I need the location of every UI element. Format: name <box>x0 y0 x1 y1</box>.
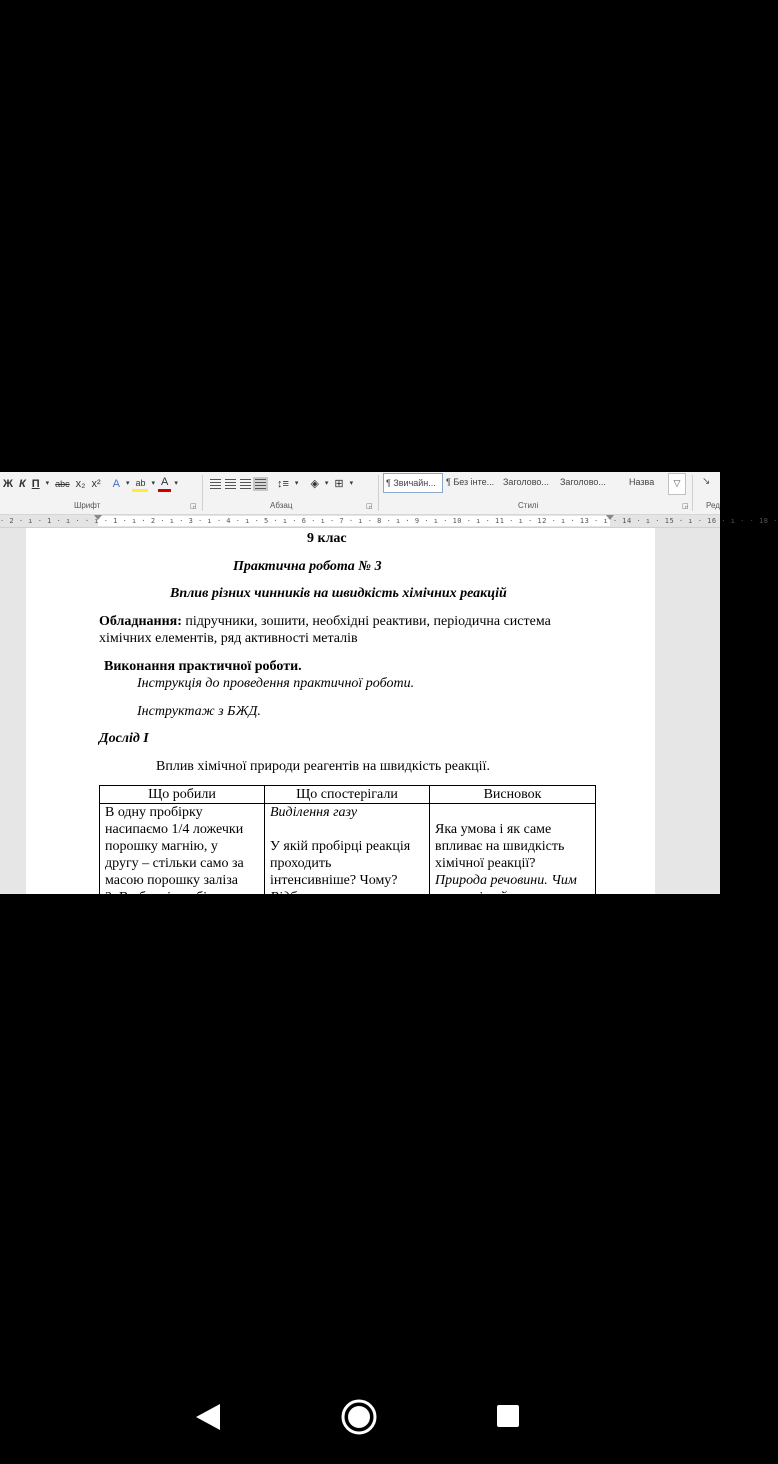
divider <box>202 475 203 511</box>
chevron-down-icon[interactable]: ▾ <box>45 480 50 487</box>
bold-button[interactable]: Ж <box>3 478 13 490</box>
cell-line: В одну пробірку <box>105 805 203 820</box>
justify-icon[interactable] <box>255 479 266 489</box>
edit-group-label: Ред <box>706 501 720 510</box>
cell-observed <box>265 804 430 925</box>
font-group <box>0 474 181 494</box>
superscript-button[interactable]: x² <box>91 478 101 490</box>
font-color-button[interactable]: A <box>158 476 171 492</box>
cell-line: У якій пробірці реакція <box>270 839 411 854</box>
cell-line: порошку магнію, у <box>105 839 218 854</box>
document-subtitle: Вплив різних чинників на швидкість хімічних реакцій <box>170 586 507 601</box>
underline-button[interactable]: П <box>31 478 40 490</box>
experiment-heading: Дослід I <box>99 731 149 746</box>
cell-line: Виділення газу <box>270 805 358 820</box>
cell-line: 2. В обидві пробірки <box>105 890 229 905</box>
font-group-label: Шрифт <box>74 501 101 510</box>
line-spacing-icon[interactable]: ↕≡ <box>277 478 289 490</box>
blank-line <box>270 821 424 838</box>
paragraph-group <box>208 474 356 494</box>
document-page[interactable] <box>26 528 655 905</box>
chevron-down-icon[interactable]: ▾ <box>349 480 354 487</box>
home-icon[interactable] <box>340 1398 378 1436</box>
align-right-icon[interactable] <box>240 479 251 489</box>
cell-line: хімічної реакції? <box>435 856 536 871</box>
indent-marker[interactable] <box>94 515 102 520</box>
ruler-labels: · 2 · ı · 1 · ı · · ı · 1 · ı · 2 · ı · 3 · ı · 4 · ı · 5 · ı · 6 · ı · 7 · ı · 8 · ı · 9 · ı · 10 · ı · 11 · ı · 12 · ı · 13 · ı · 14 · ı · 15 · ı · 16 · ı · · 18 · <box>0 517 778 525</box>
cell-line: Відбувається... <box>270 890 362 905</box>
find-icon[interactable]: ↘ <box>702 476 711 487</box>
equipment-line-2: хімічних елементів, ряд активності металів <box>99 631 358 646</box>
subscript-button[interactable]: x₂ <box>75 478 86 490</box>
safety-line: Інструктаж з БЖД. <box>137 704 261 719</box>
styles-more-icon[interactable]: ▽ <box>668 473 686 495</box>
dialog-launcher-icon[interactable]: ◲ <box>190 503 197 510</box>
chevron-down-icon[interactable]: ▾ <box>151 480 155 487</box>
right-indent-marker[interactable] <box>606 515 614 520</box>
cell-line: активніший метал... <box>435 890 560 905</box>
text-effects-button[interactable]: A <box>112 478 120 490</box>
recents-icon[interactable] <box>495 1403 521 1429</box>
dialog-launcher-icon[interactable]: ◲ <box>682 503 689 510</box>
styles-group-label: Стилі <box>518 501 539 510</box>
cell-conclusion <box>430 804 596 925</box>
experiment-topic: Вплив хімічної природи реагентів на швидкість реакції. <box>156 759 490 774</box>
chevron-down-icon[interactable]: ▾ <box>174 480 178 487</box>
align-center-icon[interactable] <box>225 479 236 489</box>
style-normal[interactable]: ¶ Звичайн... <box>383 473 443 493</box>
paragraph-group-label: Абзац <box>270 501 293 510</box>
grade-line: 9 клас <box>307 531 347 546</box>
shading-icon[interactable]: ◈ <box>310 478 319 490</box>
style-title[interactable]: Назва <box>629 477 655 487</box>
word-window <box>0 472 778 905</box>
back-icon[interactable] <box>192 1400 224 1434</box>
equipment-label: Обладнання: <box>99 614 182 629</box>
navigation-bar <box>0 1370 720 1464</box>
italic-button[interactable]: К <box>18 478 26 490</box>
chevron-down-icon[interactable]: ▾ <box>125 480 130 487</box>
header-conclusion: Висновок <box>430 786 596 804</box>
ribbon <box>0 472 720 515</box>
cell-line: Природа речовини. Чим <box>435 873 577 888</box>
equipment-line-1 <box>99 613 551 630</box>
borders-icon[interactable]: ⊞ <box>334 478 344 490</box>
experiment-table <box>99 785 596 925</box>
strikethrough-button[interactable]: abc <box>55 479 70 489</box>
document-title: Практична робота № 3 <box>233 559 382 574</box>
cell-line: інтенсивніше? Чому? <box>270 873 398 888</box>
ruler[interactable] <box>0 515 778 528</box>
equipment-text: підручники, зошити, необхідні реактиви, періодична система <box>181 614 551 629</box>
align-left-icon[interactable] <box>210 479 221 489</box>
cell-line: Яка умова і як саме <box>435 822 552 837</box>
table-header-row <box>100 786 596 804</box>
style-heading-2[interactable]: Заголово... <box>560 477 606 487</box>
cell-what-done <box>100 804 265 925</box>
table-row <box>100 804 596 925</box>
cell-line: насипаємо 1/4 ложечки <box>105 822 244 837</box>
highlight-button[interactable]: ab <box>132 477 148 492</box>
header-what-done: Що робили <box>100 786 265 804</box>
instruction-line: Інструкція до проведення практичної роботи. <box>137 676 415 691</box>
execution-heading: Виконання практичної роботи. <box>104 659 302 674</box>
dialog-launcher-icon[interactable]: ◲ <box>366 503 373 510</box>
header-observed: Що спостерігали <box>265 786 430 804</box>
cell-line: впливає на швидкість <box>435 839 565 854</box>
cell-line: другу – стільки само за <box>105 856 244 871</box>
style-no-spacing[interactable]: ¶ Без інте... <box>446 477 495 487</box>
divider <box>692 475 693 511</box>
chevron-down-icon[interactable]: ▾ <box>324 480 329 487</box>
style-heading-1[interactable]: Заголово... <box>503 477 549 487</box>
cell-line: масою порошку заліза <box>105 873 239 888</box>
cell-line: проходить <box>270 856 332 871</box>
divider <box>378 475 379 511</box>
chevron-down-icon[interactable]: ▾ <box>294 480 299 487</box>
blank-line <box>435 804 590 821</box>
